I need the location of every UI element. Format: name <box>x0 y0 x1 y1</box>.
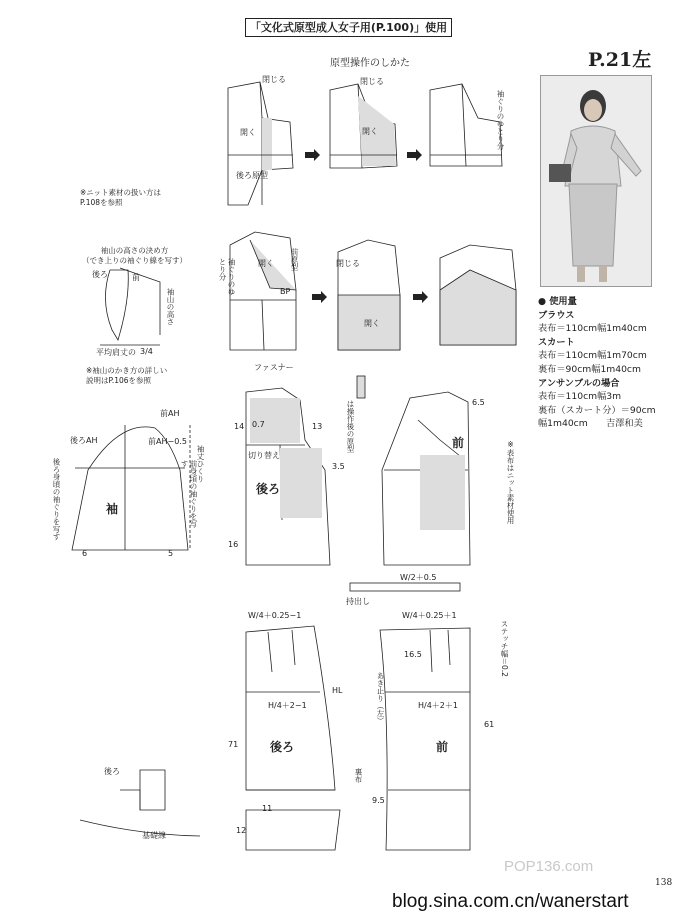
page-number: 138 <box>655 878 673 888</box>
note-knit-side: ※表布はニット素材使用 <box>506 440 515 524</box>
label-close: 閉じる <box>360 77 384 86</box>
usage-line: アンサンブルの場合 <box>538 377 620 389</box>
label-armhole-ease: 袖ぐりのゆとり分 <box>496 90 505 150</box>
label-back-body: 後ろ <box>256 482 281 496</box>
label-n61: 61 <box>484 720 495 729</box>
bodice-step3 <box>430 84 502 166</box>
label-n07: 0.7 <box>252 420 265 429</box>
label-front-body: 前 <box>452 436 465 450</box>
bodice-row2-2 <box>338 240 400 350</box>
label-n16: 16 <box>228 540 239 549</box>
usage-heading: ● 使用量 <box>538 296 577 307</box>
label-w-back: W/4＋0.25−1 <box>248 611 302 620</box>
note-sleeve-height: 袖山の高さの決め方 （でき上りの袖ぐり線を写す） <box>82 246 187 265</box>
label-open: 開く <box>258 259 274 268</box>
label-mochidashi: 持出し <box>346 597 370 606</box>
label-kisosen: 基礎線 <box>142 831 166 840</box>
label-front: 前 <box>132 273 140 282</box>
label-open: 開く <box>364 319 380 328</box>
label-front-ah-adjust: 前AH−0.5 <box>148 437 187 446</box>
lining-detail <box>80 770 200 836</box>
label-close: 閉じる <box>262 75 286 84</box>
label-h-front: H/4＋2＋1 <box>418 701 458 710</box>
header-title: 「文化式原型成人女子用(P.100)」使用 <box>245 18 452 37</box>
label-lining: 裏布 <box>354 768 363 783</box>
label-n14: 14 <box>234 422 245 431</box>
section-title: 原型操作のしかた <box>330 58 410 69</box>
label-n11: 11 <box>262 804 273 813</box>
label-n65: 6.5 <box>472 398 485 407</box>
label-w-band: W/2＋0.5 <box>400 573 437 582</box>
label-skirt-back: 後ろ <box>270 740 295 754</box>
label-n71: 71 <box>228 740 239 749</box>
label-w-front: W/4＋0.25＋1 <box>402 611 457 620</box>
usage-line: 表布＝110cm幅3m <box>538 391 622 403</box>
label-n95: 9.5 <box>372 796 385 805</box>
label-front-ah: 前AH <box>160 409 180 418</box>
label-n12: 12 <box>236 826 247 835</box>
label-front-curve: 前身頃の袖ぐりを写す <box>180 460 198 528</box>
label-sleeve-cap-height: 袖山の高さ <box>166 288 175 326</box>
note-sleeve-detail: ※袖山のかき方の詳しい 説明はP.106を参照 <box>86 366 168 385</box>
label-back-block: 後ろ原型 <box>236 171 268 180</box>
label-back-curve: 後ろ身頃の袖ぐりを写す <box>52 458 61 541</box>
label-hl: HL <box>332 686 343 695</box>
label-zipper: ファスナー <box>254 363 294 372</box>
label-fraction: 3/4 <box>140 347 153 356</box>
back-blouse-draft <box>246 388 330 565</box>
label-sleeve: 袖 <box>106 502 119 516</box>
label-open: 開く <box>362 127 378 136</box>
watermark: POP136.com <box>504 858 594 875</box>
label-back: 後ろ <box>92 270 108 279</box>
label-n13: 13 <box>312 422 323 431</box>
usage-line: 裏布＝90cm幅1m40cm <box>538 363 641 375</box>
usage-line: 幅1m40cm 吉澤和美 <box>538 418 643 430</box>
label-open: 開く <box>240 128 256 137</box>
label-armhole-ease: 袖ぐりのゆとり分 <box>218 258 236 296</box>
label-kirikae: 切り替え <box>248 451 280 460</box>
label-opening: あき止り（左） <box>376 672 385 725</box>
label-avg-shoulder: 平均肩丈の <box>96 348 136 357</box>
page-reference: P.21左 <box>588 49 652 71</box>
label-n5: 5 <box>168 549 174 558</box>
sleeve-cap-diagram <box>100 268 160 345</box>
usage-line: スカート <box>538 336 575 348</box>
label-bp: BP <box>280 287 291 296</box>
label-block-after: は操作後の原型 <box>346 400 355 453</box>
label-n6: 6 <box>82 549 88 558</box>
usage-line: ブラウス <box>538 309 575 321</box>
skirt-front-draft <box>380 628 470 850</box>
label-close: 閉じる <box>336 259 360 268</box>
label-h-back: H/4＋2−1 <box>268 701 307 710</box>
source-url: blog.sina.com.cn/wanerstart <box>392 891 629 912</box>
label-sleeve-length: 袖丈ひくり <box>196 445 205 483</box>
label-skirt-front: 前 <box>436 740 449 754</box>
front-blouse-draft <box>382 392 470 565</box>
bodice-step1 <box>228 82 293 205</box>
label-lining-back: 後ろ <box>104 767 120 776</box>
label-stitch-width: ステッチ幅＝0.2 <box>500 620 509 677</box>
label-front-block: 前原型 <box>290 248 299 271</box>
usage-line: 表布＝110cm幅1m40cm <box>538 323 647 335</box>
label-back-ah: 後ろAH <box>70 436 98 445</box>
note-knit: ※ニット素材の扱い方は P.108を参照 <box>80 188 161 207</box>
label-n165: 16.5 <box>404 650 422 659</box>
label-n35: 3.5 <box>332 462 345 471</box>
usage-line: 表布＝110cm幅1m70cm <box>538 350 647 362</box>
usage-line: 裏布（スカート分）＝90cm <box>538 404 656 416</box>
bodice-row2-3 <box>440 245 516 345</box>
